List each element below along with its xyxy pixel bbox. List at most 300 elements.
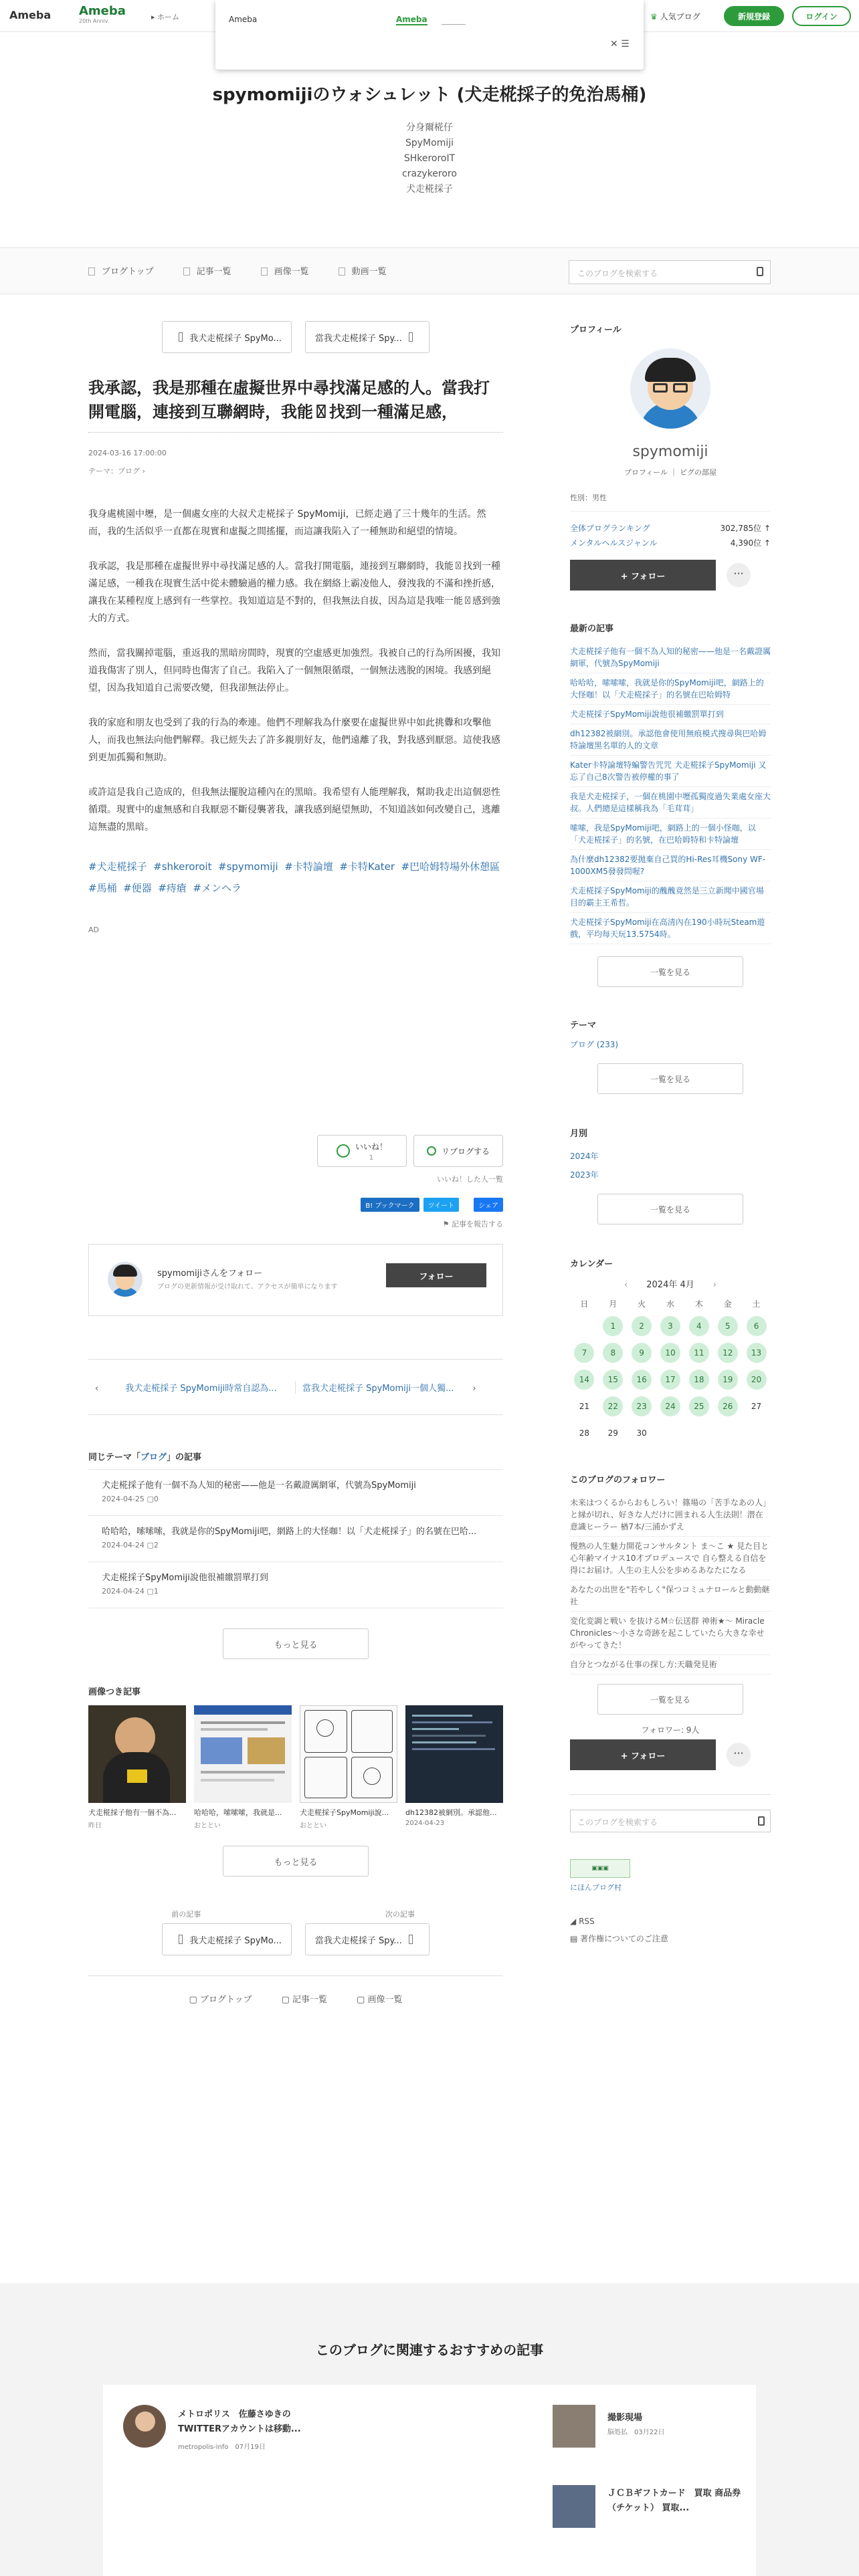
calendar-cell — [713, 1343, 742, 1363]
profile-links: プロフィール ｜ ピグの部屋 — [624, 468, 717, 477]
nav-label: 記事一覧 — [196, 267, 231, 277]
recommend-meta — [607, 2426, 664, 2436]
sidebar-search-input[interactable] — [570, 1810, 771, 1832]
weekday-label: 金 — [723, 1299, 732, 1309]
blog-nav — [0, 247, 859, 294]
paragraph: 我身處桃園中壢，是一個處女座的大叔犬走椛採子 SpyMomiji，已經走過了三十幾年的生活。然而，我的生活似乎一直都在現實和虛擬之間搖擺，而這讓我陷入了一種無助和絕望的情境。 — [88, 509, 486, 537]
calendar-day: 28 — [579, 1428, 590, 1438]
desc-line: 分身爾椛仔 — [406, 122, 453, 133]
desc-line: SHkeroroIT — [403, 153, 456, 164]
entry-thumbnail — [300, 1705, 397, 1803]
next-icon — [409, 332, 413, 342]
home-icon: ▢ — [189, 1995, 197, 2005]
followers-list-button[interactable]: 一覧を見る — [597, 1684, 743, 1715]
follower-item[interactable]: あなたの出世を"若やしく"保つコミュナロールと動動継社 — [570, 1580, 771, 1612]
calendar-cell — [628, 1370, 656, 1390]
list-item[interactable] — [88, 1562, 503, 1608]
calendar-cell — [742, 1343, 771, 1363]
rss-link[interactable] — [570, 1917, 771, 1926]
follow-box-desc: ブログの更新情報が受け取れて、アクセスが簡単になります — [157, 1283, 338, 1291]
entry-caption: 犬走椛採子SpyMomiji說... — [300, 1808, 389, 1817]
calendar-month — [570, 1277, 771, 1290]
article-pager-top — [88, 321, 503, 353]
hashtag[interactable]: #痔瘡 — [158, 882, 187, 894]
prev-label: 前の記事 — [171, 1910, 201, 1919]
recommend-date: 07月19日 — [235, 2444, 266, 2451]
calendar-day: 30 — [636, 1428, 647, 1438]
calendar-day[interactable]: 5 — [718, 1316, 738, 1336]
avatar — [108, 1262, 142, 1297]
bottom-nav-images[interactable] — [357, 1992, 402, 2005]
hashtag[interactable]: #巴哈姆特場外休憩區 — [401, 861, 500, 873]
calendar-day[interactable]: 20 — [747, 1370, 767, 1390]
follower-item[interactable]: 変化変調と戦い を抜けるM☆伝送群 神術★～ Miracle Chronicles～小さな奇跡を起こしていたら大きな幸せがやってきた！ — [570, 1612, 771, 1655]
recommend-section — [0, 2283, 859, 2576]
crown-icon: ♛ — [650, 12, 658, 21]
calendar-cell — [684, 1316, 713, 1336]
image-entry[interactable] — [88, 1705, 186, 1830]
latest-item[interactable]: dh12382被網別。承認他會使用無痕模式搜尋與巴哈姆特論壇黑名單的人的文章 — [570, 724, 771, 756]
nav-label: 画像一覧 — [274, 267, 309, 277]
weekday-label: 木 — [694, 1299, 703, 1309]
entry-thumbnail — [88, 1705, 186, 1803]
prev-icon: ‹ — [95, 1383, 99, 1394]
article-body — [88, 506, 503, 836]
entry-thumbnail — [405, 1705, 503, 1803]
register-button[interactable]: 新規登録 — [724, 6, 784, 26]
search-icon[interactable] — [757, 267, 763, 276]
follow-box-name: spymomijiさんをフォロー — [157, 1269, 263, 1279]
sidebar-search-block — [570, 1794, 771, 1832]
ad-slot — [88, 934, 503, 1135]
desc-line: 犬走椛採子 — [406, 184, 453, 195]
prev-month-icon[interactable]: ‹ — [624, 1280, 628, 1290]
next-month-icon[interactable]: › — [712, 1280, 717, 1290]
latest-item[interactable]: 哈哈哈，嗦嗦嗦，我就是你的SpyMomiji吧，網路上的大怪咖！以「犬走椛採子」的名號在巴哈姆特 — [570, 673, 771, 705]
room-link[interactable]: ピグの部屋 — [679, 468, 717, 477]
copyright-label: 著作権についてのご注意 — [580, 1934, 668, 1943]
profile-name[interactable]: spymomiji — [632, 443, 708, 460]
more-icon[interactable]: ··· — [727, 1743, 751, 1767]
flag-icon: ⚑ — [442, 1220, 450, 1228]
calendar-cell — [570, 1423, 599, 1443]
image-icon — [261, 267, 268, 276]
calendar-day[interactable]: 26 — [718, 1396, 738, 1416]
calendar-day[interactable]: 13 — [747, 1343, 767, 1363]
desc-line: crazykeroro — [402, 169, 457, 179]
heading-theme[interactable]: ブログ — [140, 1453, 167, 1463]
weekday-label: 月 — [609, 1299, 617, 1309]
calendar-grid — [570, 1298, 771, 1443]
hashtag[interactable]: #犬走椛採子 — [88, 861, 147, 873]
next-article-label: 當我犬走椛採子 Spy... — [314, 1935, 402, 1946]
calendar-day[interactable]: 17 — [660, 1370, 680, 1390]
follower-item[interactable]: 自分とつながる仕事の探し方:天職発見術 — [570, 1655, 771, 1675]
follow-button[interactable]: フォロー — [386, 1263, 486, 1287]
entry-caption: 哈哈哈，嗦嗦嗦，我就是... — [194, 1808, 282, 1817]
hashtag-list — [88, 856, 503, 899]
prev-article-label: 我犬走椛採子 SpyMo... — [189, 333, 282, 344]
theme-list-button[interactable]: 一覧を見る — [597, 1063, 743, 1094]
latest-item[interactable]: 犬走椛採子SpyMomiji說他很補繳罰單打到 — [570, 705, 771, 724]
more-icon[interactable]: ··· — [727, 563, 751, 587]
calendar-cell — [599, 1370, 628, 1390]
blog-description — [0, 120, 859, 197]
calendar-day[interactable]: 19 — [718, 1370, 738, 1390]
ad-label: AD — [88, 926, 99, 934]
calendar-cell — [742, 1396, 771, 1416]
calendar-day[interactable]: 4 — [689, 1316, 709, 1336]
popup-title: Ameba — [229, 15, 258, 24]
profile-avatar[interactable] — [630, 348, 710, 429]
calendar-day[interactable]: 12 — [718, 1343, 738, 1363]
calendar-day[interactable]: 16 — [632, 1370, 652, 1390]
nav-entry-list[interactable] — [183, 264, 231, 277]
latest-item[interactable]: 犬走椛採子SpyMomiji在高清內在190小時玩Steam遊戲，平均每天玩13.5754時。 — [570, 913, 771, 944]
latest-item[interactable]: Kater卡特論壇特蝙警告咒咒 犬走椛採子SpyMomiji 又忘了自己8次警告被停權的事了 — [570, 756, 771, 787]
sidebar — [570, 294, 771, 1944]
calendar-day: 29 — [607, 1428, 618, 1438]
hashtag[interactable]: #便器 — [123, 882, 152, 894]
like-label: いいね！ — [355, 1142, 387, 1152]
image-entries — [88, 1705, 503, 1830]
close-icon[interactable]: ✕ ☰ — [610, 39, 630, 49]
calendar-cell — [684, 1343, 713, 1363]
latest-item[interactable]: 犬走椛採子他有一個不為人知的秘密——他是一名戴證厲網軍，代號為SpyMomiji — [570, 642, 771, 673]
entry-count: 1 — [153, 1587, 159, 1596]
share-button[interactable]: シェア — [474, 1198, 503, 1212]
calendar-cell — [656, 1316, 685, 1336]
popular-label: 人気ブログ — [660, 12, 700, 21]
month-item[interactable]: 2023年 — [570, 1170, 599, 1180]
rank-value: 302,785位 ↑ — [720, 524, 771, 533]
prev-icon — [179, 1935, 183, 1944]
theme-label: テーマ：ブログ — [88, 467, 140, 475]
report-link[interactable] — [88, 1218, 503, 1229]
prev-article-button[interactable] — [162, 321, 292, 353]
next-article-label: 當我犬走椛採子 Spy... — [314, 333, 402, 344]
article-date: 2024-03-16 17:00:00 — [88, 449, 167, 457]
list-item[interactable] — [88, 1516, 503, 1562]
rss-label: RSS — [579, 1917, 595, 1926]
calendar-day[interactable]: 3 — [660, 1316, 680, 1336]
latest-list — [570, 642, 771, 944]
weekday-label: 水 — [666, 1299, 674, 1309]
entry-title: 哈哈哈，嗦嗦嗦，我就是你的SpyMomiji吧，網路上的大怪咖！以「犬走椛採子」的名號在巴哈... — [102, 1527, 477, 1537]
next-article-button[interactable] — [305, 321, 430, 353]
anniversary-sub: 20th Anniv. — [79, 18, 110, 24]
follow-row — [570, 560, 771, 591]
hashtag[interactable]: #shkeroroit — [153, 861, 212, 873]
entry-caption: 犬走椛採子他有一個不為... — [88, 1808, 177, 1817]
calendar-cell — [599, 1343, 628, 1363]
calendar-cell — [684, 1396, 713, 1416]
article-theme[interactable]: テーマ：ブログ › — [88, 467, 145, 475]
theme-item[interactable]: ブログ (233) — [570, 1040, 619, 1049]
next-entry-label: 當我犬走椛採子 SpyMomiji一個人獨... — [302, 1383, 454, 1394]
latest-item[interactable]: 犬走椛採子SpyMomiji的醜醜竟然是三立新聞中國官場目的霸主王希哲。 — [570, 881, 771, 913]
latest-heading: 最新の記事 — [570, 624, 614, 634]
recommend-date: 03月22日 — [634, 2429, 665, 2436]
prev-article-block — [162, 1909, 292, 1955]
calendar-day[interactable]: 9 — [632, 1343, 652, 1363]
follower-item[interactable]: 未来はつくるからおもしろい！篠場の「苦手なあの人」と縁が切れ、好きな人だけに囲まれる人生法則！潜在意識ヒーラー 楢7本/三浦かずえ — [570, 1493, 771, 1537]
heading-pre: 同じテーマ「 — [88, 1453, 141, 1463]
prev-article-button[interactable] — [162, 1923, 292, 1955]
ranking-list — [570, 521, 771, 550]
nav-video-list[interactable] — [339, 264, 387, 277]
search-icon[interactable] — [758, 1816, 765, 1826]
popup-link[interactable]: Ameba — [396, 15, 427, 24]
nav-label: 画像一覧 — [367, 1995, 403, 2005]
reblog-label: リブログする — [441, 1146, 490, 1156]
nav-blog-top[interactable] — [88, 264, 154, 277]
latest-item[interactable]: 為什麼dh12382要拋棄自己買的Hi-Res耳機Sony WF-1000XM5發發問喔? — [570, 850, 771, 881]
recommend-thumb[interactable] — [553, 2485, 595, 2528]
calendar-day[interactable]: 24 — [660, 1396, 680, 1416]
same-theme-more-button[interactable]: もっと見る — [223, 1628, 369, 1659]
recommend-box — [103, 2385, 756, 2576]
desc-line: SpyMomiji — [405, 138, 454, 148]
report-label: 記事を報告する — [452, 1220, 503, 1228]
calendar-day[interactable]: 1 — [603, 1316, 623, 1336]
calendar-month-label: 2024年 4月 — [646, 1280, 694, 1290]
bottom-blog-nav — [88, 1975, 503, 2005]
comment-icon: ▢ — [147, 1541, 154, 1549]
latest-item[interactable]: 我是犬走椛採子，一個在桃園中壢孤獨度過失業處女座大叔。人們總是這樣稱我為「毛茸茸」 — [570, 787, 771, 819]
calendar-cell — [656, 1396, 685, 1416]
entry-title: 犬走椛採子他有一個不為人知的秘密——他是一名戴證厲網軍，代號為SpyMomiji — [102, 1481, 416, 1491]
calendar-day[interactable]: 15 — [603, 1370, 623, 1390]
list-item[interactable] — [88, 1470, 503, 1516]
calendar-cell — [628, 1316, 656, 1336]
like-count: 1 — [369, 1154, 374, 1162]
hashtag[interactable]: #卡特論壇 — [284, 861, 333, 873]
blog-header — [0, 83, 859, 197]
follower-count: フォロワー: 9人 — [641, 1725, 700, 1735]
image-entries-heading: 画像つき記事 — [88, 1687, 141, 1697]
overlay-popup — [215, 0, 644, 70]
images-more-button[interactable]: もっと見る — [223, 1846, 369, 1876]
nihon-blog-badge-icon[interactable]: ▣▣▣ — [570, 1859, 630, 1878]
calendar-cell — [599, 1423, 628, 1443]
entry-count: 0 — [153, 1495, 159, 1503]
recommend-source: 脳処払 — [607, 2429, 628, 2436]
calendar-heading: カレンダー — [570, 1259, 613, 1269]
popular-blog-link[interactable] — [650, 11, 700, 22]
entry-date: 2024-04-24 — [102, 1587, 145, 1596]
next-icon: › — [472, 1383, 476, 1394]
home-link-label: ホーム — [157, 13, 180, 21]
calendar-day[interactable]: 11 — [689, 1343, 709, 1363]
recommend-thumb[interactable] — [553, 2405, 595, 2448]
nav-label: 記事一覧 — [292, 1995, 328, 2005]
month-list — [570, 1147, 771, 1184]
month-list-button[interactable]: 一覧を見る — [597, 1194, 743, 1224]
recommend-heading: このブログに関連するおすすめの記事 — [315, 2342, 544, 2358]
home-link[interactable]: ▸ ホーム — [151, 13, 180, 21]
weekday-label: 土 — [752, 1299, 761, 1309]
recommend-title[interactable]: ＪＣＢギフトカード 買取 商品券（チケット） 買取... — [607, 2488, 741, 2513]
follower-item[interactable]: 慢熟の人生魅力開花コンサルタント ま～こ ★ 見た目と心年齢マイナス10才プロデュースで 自ら整える自信を得にお届け。人生の主人公を歩めるあなたになる — [570, 1537, 771, 1580]
weekday-label: 火 — [638, 1299, 646, 1309]
blog-search-input[interactable] — [569, 260, 771, 284]
calendar-day[interactable]: 23 — [632, 1396, 652, 1416]
calendar-cell — [628, 1396, 656, 1416]
entry-date: 2024-04-23 — [405, 1820, 445, 1827]
hashtag[interactable]: #spymomiji — [218, 861, 278, 873]
bookmark-button[interactable]: B! ブックマーク — [361, 1198, 419, 1212]
calendar-day[interactable]: 10 — [660, 1343, 680, 1363]
like-icon — [337, 1144, 350, 1158]
prev-article-label: 我犬走椛採子 SpyMo... — [189, 1935, 282, 1946]
paragraph: 然而，當我關掉電腦，重返我的黑暗房間時，現實的空虛感更加強烈。我被自己的行為所困擾，我知道我傷害了別人，但同時也傷害了自己。我陷入了一個無限循環，一個無法逃脫的困境。我感到絕望，因為我知道自己需要改變，但我卻無法停止。 — [88, 648, 500, 693]
search-placeholder: このブログを検索する — [577, 269, 658, 278]
calendar-cell — [570, 1370, 599, 1390]
search-placeholder: このブログを検索する — [577, 1818, 658, 1827]
paragraph: 我的家庭和朋友也受到了我的行為的牽連。他們不理解我為什麼要在虛擬世界中如此挑釁和攻擊他人，而我也無法向他們解釋。我已經失去了許多親朋好友，他們遠離了我，對我感到厭惡。這使我感到更加孤獨和無助。 — [88, 718, 500, 763]
rank-value: 4,390位 ↑ — [730, 538, 771, 548]
calendar-cell — [628, 1343, 656, 1363]
calendar-blank — [570, 1316, 599, 1336]
article-pager-bottom — [88, 1909, 503, 1955]
calendar-day[interactable]: 22 — [603, 1396, 623, 1416]
anniversary-logo[interactable] — [79, 4, 126, 24]
tweet-button[interactable]: ツイート — [423, 1198, 460, 1212]
month-heading: 月別 — [570, 1129, 588, 1139]
calendar-day[interactable]: 6 — [747, 1316, 767, 1336]
theme-heading: テーマ — [570, 1021, 597, 1031]
like-button[interactable] — [317, 1135, 407, 1167]
calendar-day[interactable]: 18 — [689, 1370, 709, 1390]
blog-title[interactable]: spymomijiのウォシュレット (犬走椛採子的免治馬桶) — [212, 85, 647, 105]
entry-caption: dh12382被網別。承認他... — [405, 1808, 497, 1817]
latest-list-button[interactable]: 一覧を見る — [597, 956, 743, 987]
doc-icon: ▤ — [570, 1934, 578, 1943]
heading-post: 」の記事 — [167, 1453, 202, 1463]
weekday-label: 日 — [580, 1299, 589, 1309]
entry-date: おととい — [300, 1822, 326, 1830]
nav-label: ブログトップ — [199, 1995, 252, 2005]
image-entry[interactable] — [300, 1705, 397, 1830]
ranking-row[interactable] — [570, 521, 771, 536]
calendar-cell — [599, 1396, 628, 1416]
calendar-cell — [628, 1423, 656, 1443]
calendar-day: 21 — [579, 1402, 590, 1411]
bottom-nav-top[interactable] — [189, 1992, 252, 2005]
paragraph: 我承認，我是那種在虛擬世界中尋找滿足感的人。當我打開電腦，連接到互聯網時，我能〿找到一種滿足感，一種我在現實生活中從未體驗過的權力感。我在網絡上霸凌他人，發洩我的不滿和挫折感，讓我在某種程度上感到有一些掌控。我知道這是不對的，但我無法自拔，因為這是我唯一能〿感到強大的方式。 — [88, 561, 500, 624]
rank-label: 全体ブログランキング — [570, 524, 650, 533]
calendar-cell — [713, 1316, 742, 1336]
entry-date: 2024-04-24 — [102, 1541, 145, 1549]
ameba-logo[interactable]: Ameba — [9, 9, 52, 21]
next-icon — [409, 1935, 413, 1944]
image-entry[interactable] — [405, 1705, 503, 1830]
comment-icon: ▢ — [147, 1587, 154, 1596]
hashtag[interactable]: #卡特Kater — [339, 861, 395, 873]
paragraph: 或許這是我自己造成的，但我無法擺脫這種內在的黑暗。我希望有人能理解我，幫助我走出這個惡性循環。現實中的虛無感和自我厭惡不斷侵襲著我，讓我感到絕望無助，不知道該如何改變自己，逃離這無盡的黑暗。 — [88, 787, 500, 833]
image-entry[interactable] — [194, 1705, 292, 1830]
anniversary-logo-text: Ameba — [79, 4, 126, 18]
recommend-thumb[interactable] — [123, 2405, 166, 2448]
nav-image-list[interactable] — [261, 264, 309, 277]
ranking-row[interactable] — [570, 536, 771, 550]
profile-link[interactable]: プロフィール — [624, 468, 668, 477]
entry-date: 2024-04-25 — [102, 1495, 145, 1503]
entry-title: 犬走椛採子SpyMomiji說他很補繳罰單打到 — [102, 1573, 268, 1583]
hashtag[interactable]: #メンヘラ — [193, 882, 242, 894]
calendar-cell — [684, 1370, 713, 1390]
login-button[interactable]: ログイン — [792, 6, 851, 26]
article-title[interactable]: 我承認，我是那種在虛擬世界中尋找滿足感的人。當我打開電腦，連接到互聯網時，我能〿找到一種滿足感， — [88, 376, 503, 433]
entry-thumbnail — [194, 1705, 292, 1803]
recommend-meta — [178, 2441, 266, 2451]
recommend-title[interactable]: 撮影現場 — [607, 2413, 643, 2423]
follow-row-2 — [570, 1739, 771, 1770]
calendar-day[interactable]: 14 — [574, 1370, 594, 1390]
followers-heading: このブログのフォロワー — [570, 1475, 666, 1485]
calendar-day[interactable]: 8 — [603, 1343, 623, 1363]
entry-count: 2 — [153, 1541, 159, 1549]
entry-date: 昨日 — [88, 1822, 102, 1830]
prev-entry-link[interactable] — [88, 1381, 296, 1394]
calendar-day[interactable]: 25 — [689, 1396, 709, 1416]
list-icon — [183, 267, 190, 276]
prev-entry-label: 我犬走椛採子 SpyMomiji時常自認為... — [125, 1383, 277, 1394]
recommend-title[interactable]: メトロポリス 佐藤さゆきの TWITTERアカウントは移動... — [178, 2409, 301, 2434]
calendar-cell — [656, 1343, 685, 1363]
rank-label: メンタルヘルスジャンル — [570, 538, 658, 548]
next-article-block — [305, 1909, 430, 1955]
main-column — [88, 294, 503, 2005]
next-article-button[interactable] — [305, 1923, 430, 1955]
list-icon: ▢ — [281, 1995, 290, 2005]
reblog-button[interactable] — [413, 1135, 503, 1167]
calendar-cell — [599, 1316, 628, 1336]
follow-box — [88, 1244, 503, 1316]
calendar — [570, 1277, 771, 1443]
calendar-cell — [570, 1396, 599, 1416]
nav-label: 動画一覧 — [351, 267, 387, 277]
nihon-blog-link[interactable]: にほんブログ村 — [570, 1883, 622, 1892]
video-icon — [339, 267, 345, 276]
next-entry-link[interactable] — [296, 1381, 503, 1394]
home-icon — [88, 267, 95, 276]
prev-icon — [179, 332, 183, 342]
calendar-day[interactable]: 7 — [574, 1343, 594, 1363]
sidebar-follow-button[interactable]: + フォロー — [570, 560, 716, 591]
bottom-nav-list[interactable] — [282, 1992, 327, 2005]
calendar-cell — [742, 1370, 771, 1390]
sidebar-follow-button-2[interactable]: + フォロー — [570, 1739, 716, 1770]
hashtag[interactable]: #馬桶 — [88, 882, 117, 894]
comment-icon: ▢ — [147, 1495, 154, 1503]
profile-gender: 性別：男性 — [570, 492, 771, 512]
calendar-day: 27 — [751, 1402, 762, 1411]
same-theme-list — [88, 1469, 503, 1608]
calendar-day[interactable]: 2 — [632, 1316, 652, 1336]
entry-date: おととい — [194, 1822, 221, 1830]
article-actions — [88, 1135, 503, 1167]
copyright-notice-link[interactable] — [570, 1933, 771, 1944]
next-label: 次の記事 — [385, 1910, 415, 1919]
month-item[interactable]: 2024年 — [570, 1152, 599, 1161]
calendar-cell — [742, 1316, 771, 1336]
same-theme-heading — [88, 1450, 503, 1463]
liked-by-link[interactable]: いいね！した人一覧 — [437, 1175, 503, 1184]
calendar-cell — [713, 1396, 742, 1416]
latest-item[interactable]: 嗦嗦，我是SpyMomiji吧，網路上的一個小怪咖，以「犬走椛採子」的名號，在巴哈姆特和卡特論壇 — [570, 819, 771, 850]
